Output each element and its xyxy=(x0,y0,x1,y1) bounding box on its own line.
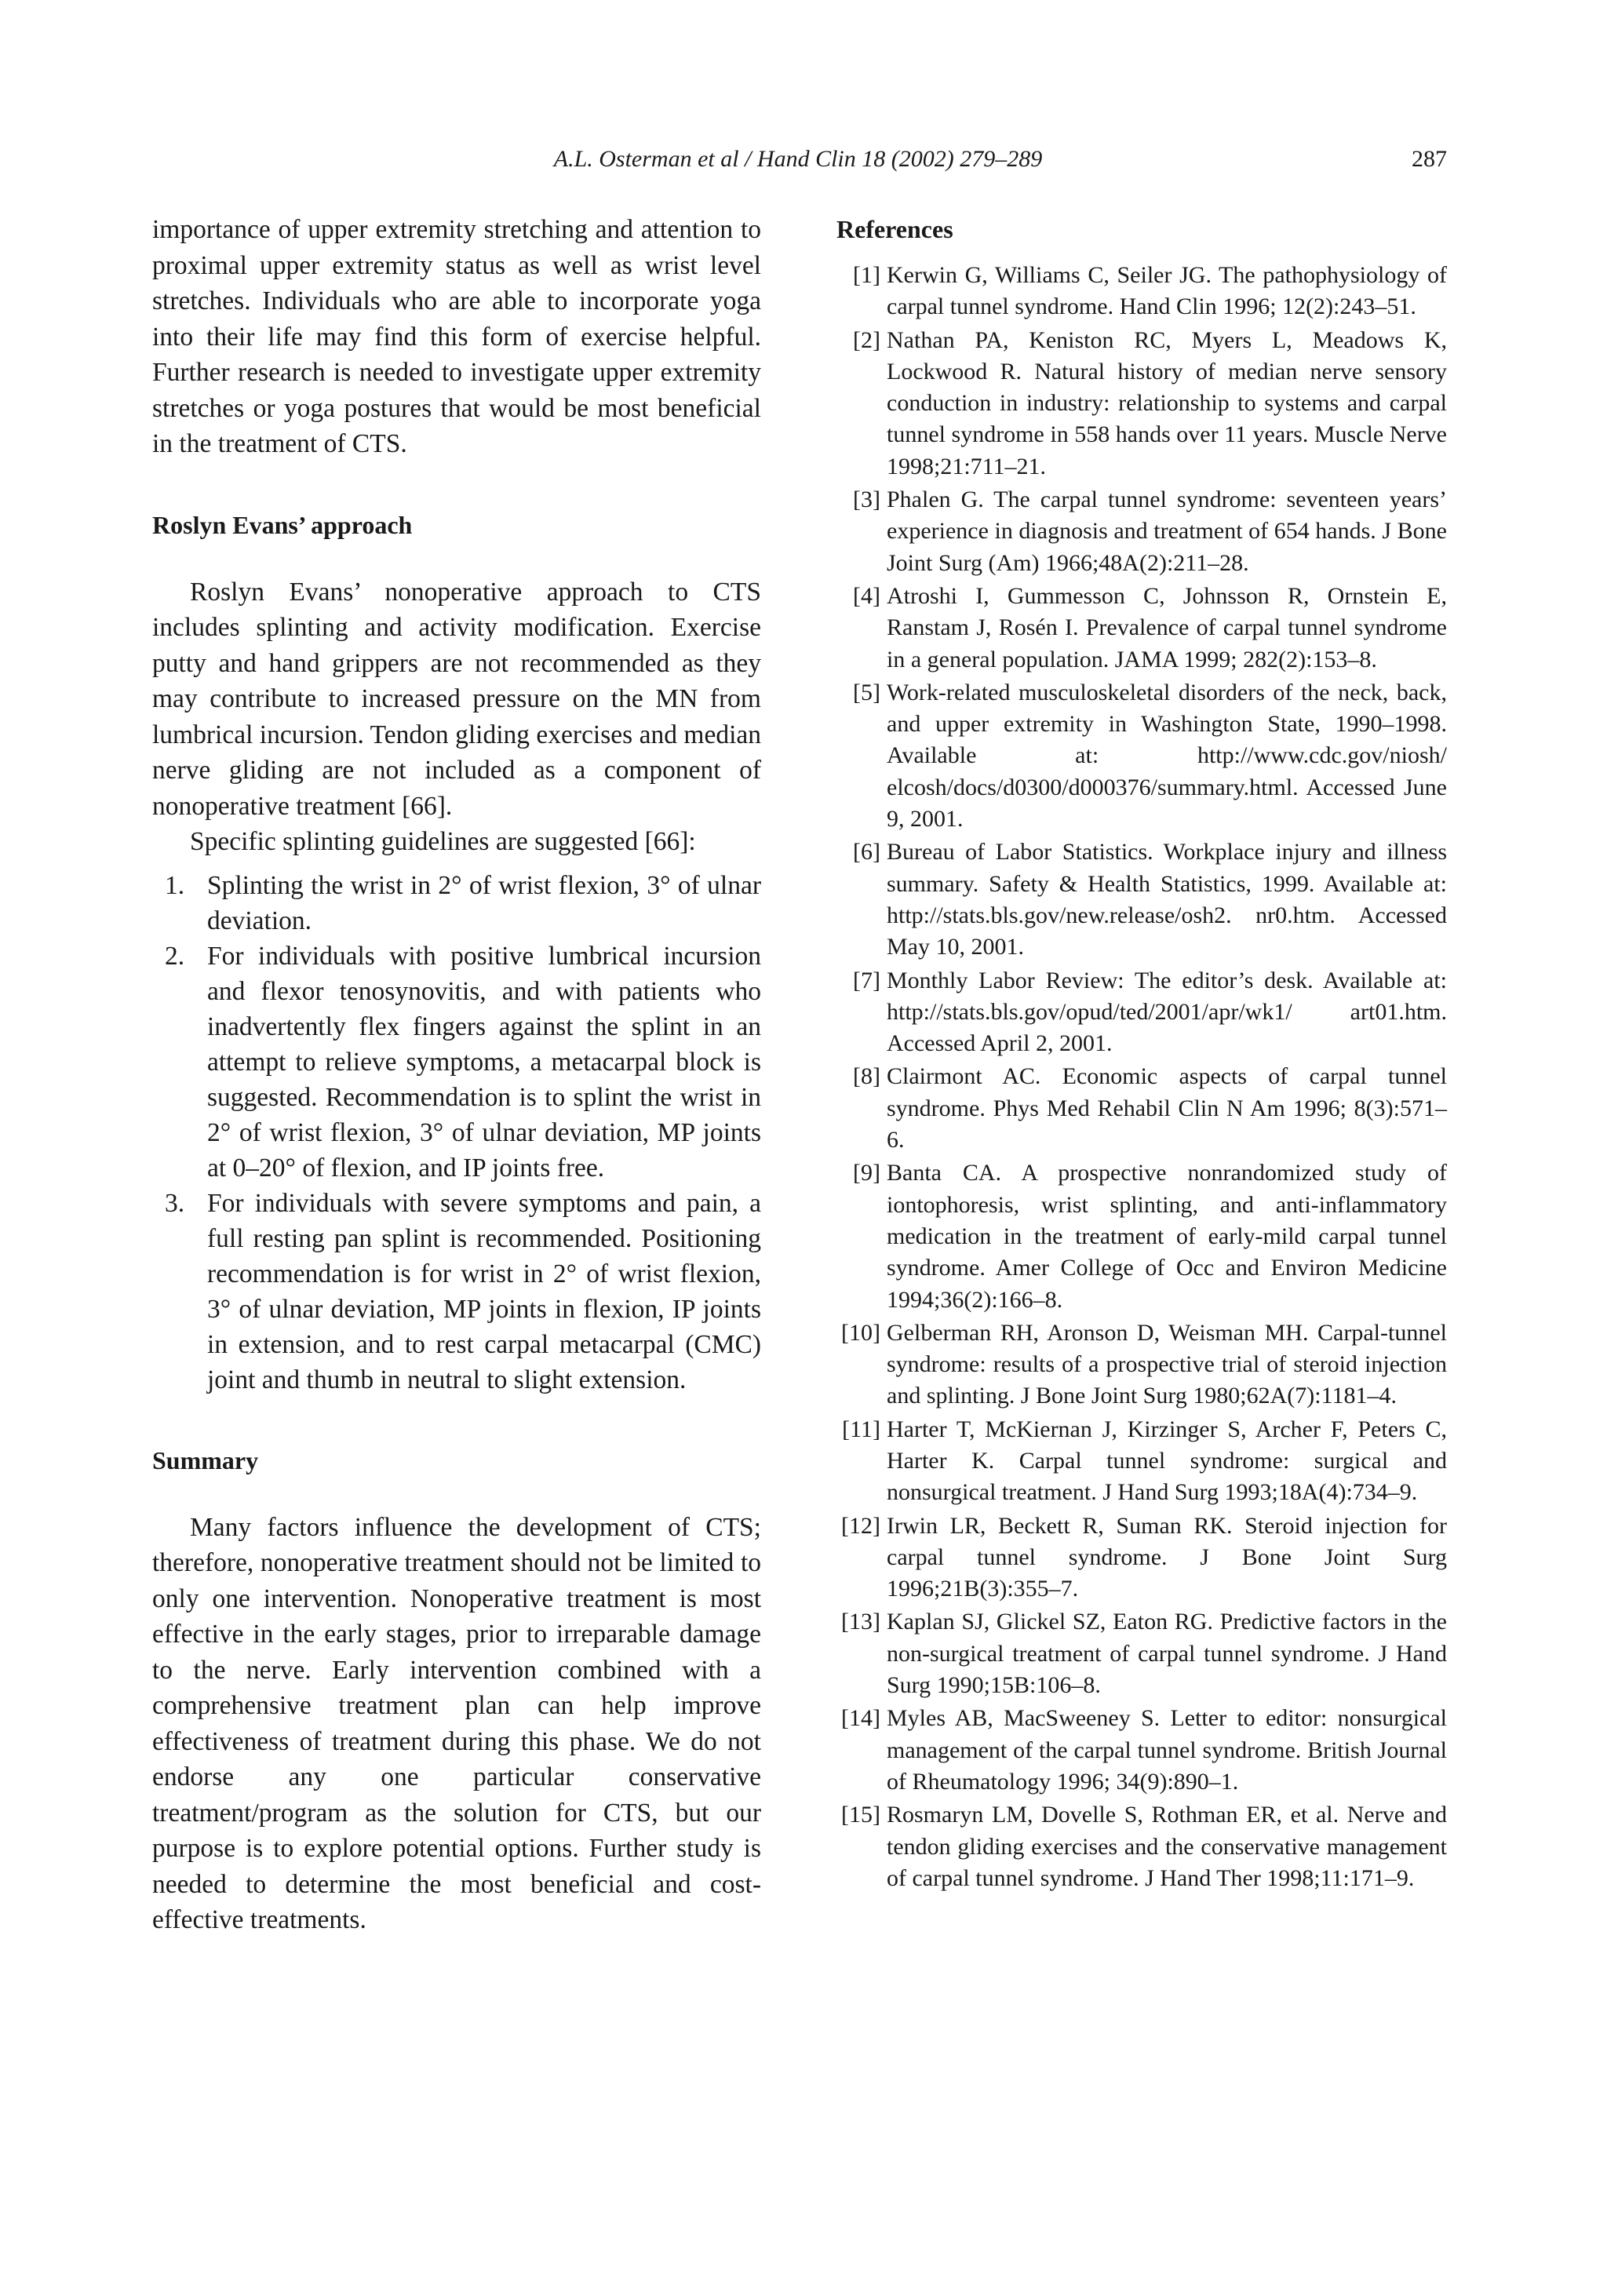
reference-text: Kaplan SJ, Glickel SZ, Eaton RG. Predictive factors in the non-surgical treatment of carpal tunnel syndrome. J Hand Surg 1990;15B:106–8. xyxy=(887,1609,1447,1699)
reference-text: Harter T, McKiernan J, Kirzinger S, Archer F, Peters C, Harter K. Carpal tunnel syndrome: surgical and nonsurgical treatment. J Hand Surg 1993;18A(4):734–9. xyxy=(887,1416,1447,1506)
list-item-number: 1. xyxy=(165,870,185,900)
reference-item xyxy=(836,1511,1447,1605)
reference-number: [4] xyxy=(853,582,880,609)
section-heading-summary: Summary xyxy=(152,1445,259,1474)
reference-number: [10] xyxy=(841,1319,880,1346)
reference-item xyxy=(836,965,1447,1060)
list-item-number: 2. xyxy=(165,941,185,971)
section-heading-roslyn-evans: Roslyn Evans’ approach xyxy=(152,510,413,539)
reference-item xyxy=(836,1703,1447,1798)
reference-number: [2] xyxy=(853,326,880,353)
reference-item xyxy=(836,677,1447,835)
reference-item xyxy=(836,1061,1447,1156)
list-item-text: For individuals with severe symptoms and pain, a full resting pan splint is recommended. Positioning recommendation is for wrist in 2° of wrist flexion, 3° of ulnar deviation, MP joints in flexion, IP joints in extension, and to rest carpal metacarpal (CMC) joint and thumb in neutral to slight extension. xyxy=(207,1188,761,1394)
reference-number: [3] xyxy=(853,487,880,513)
list-item-text: Splinting the wrist in 2° of wrist flexion, 3° of ulnar deviation. xyxy=(207,870,761,935)
reference-number: [11] xyxy=(842,1416,880,1442)
list-item-text: For individuals with positive lumbrical incursion and flexor tenosynovitis, and with patients who inadvertently flex fingers against the splint in an attempt to relieve symptoms, a metacarpal block is suggested. Recommendation is to splint the wrist in 2° of wrist flexion, 3° of ulnar deviation, MP joints at 0–20° of flexion, and IP joints free. xyxy=(207,941,761,1183)
reference-text: Monthly Labor Review: The editor’s desk. Available at: http://stats.bls.gov/opud/ted/2001/apr/wk1/ art01.htm. Accessed April 2, 2001. xyxy=(887,967,1447,1057)
reference-text: Work-related musculoskeletal disorders of the neck, back, and upper extremity in Washington State, 1990–1998. Available at: http://www.cdc.gov/niosh/ elcosh/docs/d0300/d000376/summary.html. Accessed June 9, 2001. xyxy=(887,679,1447,833)
references-heading: References xyxy=(836,215,953,243)
reference-text: Nathan PA, Keniston RC, Myers L, Meadows K, Lockwood R. Natural history of median nerve sensory conduction in industry: relationship to systems and carpal tunnel syndrome in 558 hands over 11 years. Muscle Nerve 1998;21:711–21. xyxy=(887,326,1447,479)
reference-item xyxy=(836,1317,1447,1412)
reference-text: Banta CA. A prospective nonrandomized study of iontophoresis, wrist splinting, and anti-inflammatory medication in the treatment of early-mild carpal tunnel syndrome. Amer College of Occ and Environ Medicine 1994;36(2):166–8. xyxy=(887,1160,1447,1313)
reference-number: [8] xyxy=(853,1063,880,1090)
roslyn-paragraph: Roslyn Evans’ nonoperative approach to CTS includes splinting and activity modification. Exercise putty and hand grippers are not recommended as they may contribute to increased pressure on the MN from lumbrical incursion. Tendon gliding exercises and median nerve gliding are not included as a component of nonoperative treatment [66]. xyxy=(152,577,761,821)
reference-item xyxy=(836,260,1447,323)
running-head-title: A.L. Osterman et al / Hand Clin 18 (2002) 279–289 xyxy=(553,146,1043,172)
reference-number: [12] xyxy=(841,1512,880,1539)
reference-item xyxy=(836,484,1447,579)
reference-item xyxy=(836,325,1447,483)
reference-text: Rosmaryn LM, Dovelle S, Rothman ER, et al. Nerve and tendon gliding exercises and the conservative management of carpal tunnel syndrome. J Hand Ther 1998;11:171–9. xyxy=(887,1802,1447,1891)
references-column xyxy=(836,212,1447,1896)
splinting-guidelines-list xyxy=(152,868,761,1398)
list-item-number: 3. xyxy=(165,1188,185,1218)
reference-number: [9] xyxy=(853,1160,880,1186)
reference-number: [6] xyxy=(853,839,880,866)
references-list xyxy=(836,260,1447,1894)
list-item xyxy=(152,868,761,938)
reference-text: Kerwin G, Williams C, Seiler JG. The pathophysiology of carpal tunnel syndrome. Hand Clin 1996; 12(2):243–51. xyxy=(887,262,1447,320)
reference-text: Clairmont AC. Economic aspects of carpal tunnel syndrome. Phys Med Rehabil Clin N Am 1996; 8(3):571–6. xyxy=(887,1063,1447,1153)
list-item xyxy=(152,1186,761,1398)
reference-item xyxy=(836,836,1447,963)
reference-item xyxy=(836,1606,1447,1701)
reference-number: [13] xyxy=(841,1609,880,1635)
reference-text: Myles AB, MacSweeney S. Letter to editor: nonsurgical management of the carpal tunnel syndrome. British Journal of Rheumatology 1996; 34(9):890–1. xyxy=(887,1705,1447,1795)
reference-text: Bureau of Labor Statistics. Workplace injury and illness summary. Safety & Health Statistics, 1999. Available at: http://stats.bls.gov/new.release/osh2. nr0.htm. Accessed May 10, 2001. xyxy=(887,839,1447,960)
reference-number: [14] xyxy=(841,1705,880,1732)
reference-text: Atroshi I, Gummesson C, Johnsson R, Ornstein E, Ranstam J, Rosén I. Prevalence of carpal tunnel syndrome in a general population. JAMA 1999; 282(2):153–8. xyxy=(887,582,1447,672)
reference-number: [15] xyxy=(841,1802,880,1828)
reference-item xyxy=(836,581,1447,676)
reference-item xyxy=(836,1414,1447,1509)
list-item xyxy=(152,938,761,1186)
reference-number: [1] xyxy=(853,262,880,288)
summary-paragraph: Many factors influence the development of CTS; therefore, nonoperative treatment should not be limited to only one intervention. Nonoperative treatment is most effective in the early stages, prior to irreparable damage to the nerve. Early intervention combined with a comprehensive treatment plan can help improve effectiveness of treatment during this phase. We do not endorse any one particular conservative treatment/program as the solution for CTS, but our purpose is to explore potential options. Further study is needed to determine the most beneficial and cost-effective treatments. xyxy=(152,1512,761,1934)
left-column xyxy=(152,212,761,1938)
intro-paragraph: importance of upper extremity stretching and attention to proximal upper extremity status as well as wrist level stretches. Individuals who are able to incorporate yoga into their life may find this form of exercise helpful. Further research is needed to investigate upper extremity stretches or yoga postures that would be most beneficial in the treatment of CTS. xyxy=(152,215,761,458)
splinting-intro: Specific splinting guidelines are suggested [66]: xyxy=(190,827,696,856)
reference-text: Phalen G. The carpal tunnel syndrome: seventeen years’ experience in diagnosis and treatment of 654 hands. J Bone Joint Surg (Am) 1966;48A(2):211–28. xyxy=(887,487,1447,576)
reference-text: Gelberman RH, Aronson D, Weisman MH. Carpal-tunnel syndrome: results of a prospective trial of steroid injection and splinting. J Bone Joint Surg 1980;62A(7):1181–4. xyxy=(887,1319,1447,1409)
reference-number: [5] xyxy=(853,679,880,705)
reference-item xyxy=(836,1157,1447,1315)
reference-number: [7] xyxy=(853,967,880,993)
reference-item xyxy=(836,1799,1447,1894)
reference-text: Irwin LR, Beckett R, Suman RK. Steroid injection for carpal tunnel syndrome. J Bone Joint Surg 1996;21B(3):355–7. xyxy=(887,1512,1447,1602)
page-number: 287 xyxy=(1412,146,1447,172)
running-head xyxy=(149,146,1447,180)
